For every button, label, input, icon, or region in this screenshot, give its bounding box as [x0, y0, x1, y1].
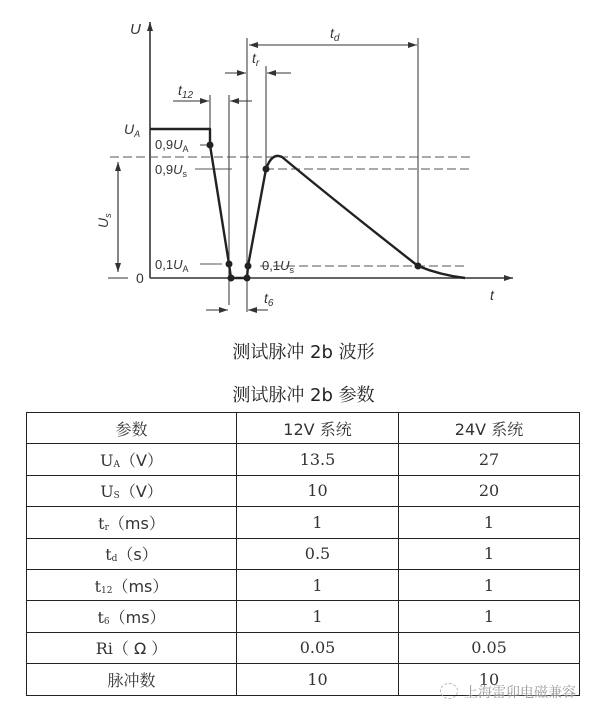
param-cell: td（s）	[27, 538, 237, 569]
t6-label: $t_6$	[264, 290, 274, 309]
table-row	[27, 507, 580, 538]
param-cell: 脉冲数	[27, 664, 237, 695]
table-row	[27, 601, 580, 632]
value-24v: 1	[399, 601, 580, 632]
td-label: $t_d$	[330, 25, 340, 44]
table-row	[27, 632, 580, 663]
value-24v: 20	[399, 475, 580, 506]
value-24v: 27	[399, 444, 580, 475]
01ua-label: $0,1U_A$	[155, 257, 189, 274]
value-24v: 10	[399, 664, 580, 695]
waveform-caption: 测试脉冲 2b 波形	[232, 342, 375, 363]
waveform-points	[207, 142, 422, 282]
watermark-text: 上海雷卯电磁兼容	[464, 685, 576, 701]
param-cell: t6（ms）	[27, 601, 237, 632]
value-12v: 10	[237, 475, 399, 506]
table-row	[27, 444, 580, 475]
us-label: $U_s$	[95, 213, 113, 228]
watermark	[440, 682, 576, 702]
value-12v: 1	[237, 507, 399, 538]
parameters-table	[26, 412, 580, 696]
09us-label: $0,9U_s$	[155, 162, 187, 179]
y-axis-label: U	[130, 21, 141, 38]
params-caption: 测试脉冲 2b 参数	[232, 385, 375, 406]
param-cell: tr（ms）	[27, 507, 237, 538]
construction-lines	[210, 38, 418, 312]
tr-label: $t_r$	[252, 50, 260, 69]
value-12v: 1	[237, 601, 399, 632]
value-12v: 0.05	[237, 632, 399, 663]
value-12v: 0.5	[237, 538, 399, 569]
header-param: 参数	[27, 413, 237, 444]
header-12v: 12V 系统	[237, 413, 399, 444]
ua-label: $U_A$	[124, 121, 141, 139]
value-24v: 0.05	[399, 632, 580, 663]
value-12v: 1	[237, 569, 399, 600]
table-row	[27, 569, 580, 600]
axes	[150, 22, 513, 278]
header-24v: 24V 系统	[399, 413, 580, 444]
01us-label: $0,1U_s$	[262, 258, 294, 275]
table-header-row	[27, 413, 580, 444]
origin-label: 0	[136, 270, 144, 286]
param-cell: t12（ms）	[27, 569, 237, 600]
09ua-label: $0,9U_A$	[155, 137, 189, 154]
x-axis-label: t	[490, 287, 494, 303]
param-cell: UA（V）	[27, 444, 237, 475]
t12-label: $t_{12}$	[178, 82, 194, 101]
param-cell: Ri（ Ω ）	[27, 632, 237, 663]
table-row	[27, 475, 580, 506]
us-dimension	[108, 162, 128, 278]
value-12v: 10	[237, 664, 399, 695]
table-row	[27, 538, 580, 569]
param-cell: US（V）	[27, 475, 237, 506]
wechat-icon	[440, 683, 458, 699]
value-12v: 13.5	[237, 444, 399, 475]
waveform-diagram	[0, 0, 607, 330]
value-24v: 1	[399, 569, 580, 600]
value-24v: 1	[399, 507, 580, 538]
value-24v: 1	[399, 538, 580, 569]
